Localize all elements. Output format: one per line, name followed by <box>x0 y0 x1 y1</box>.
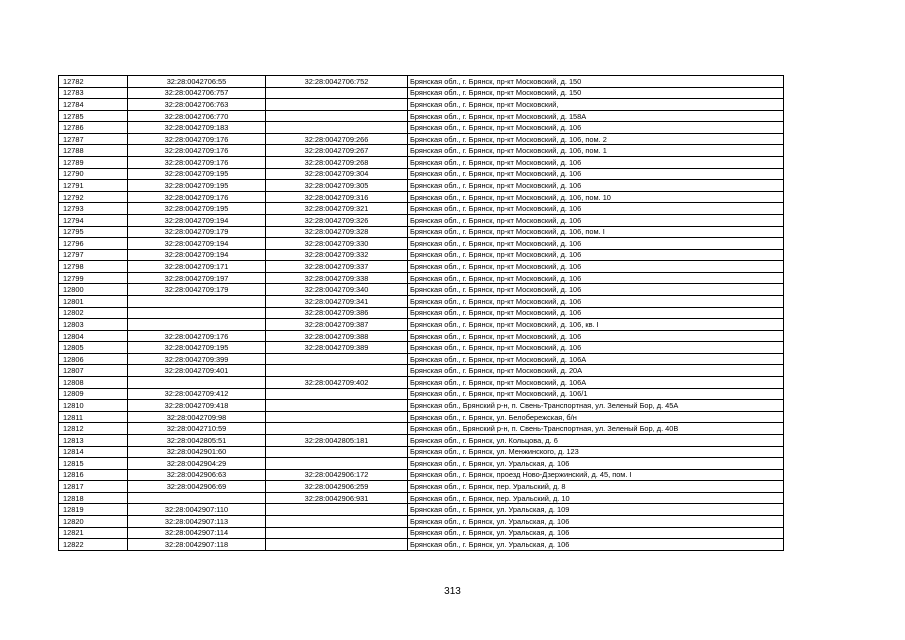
cadastral-number-cell: 32:28:0042907:118 <box>128 539 266 551</box>
table-row <box>59 249 784 261</box>
cadastral-number-cell <box>128 319 266 331</box>
cadastral-number-cell: 32:28:0042709:194 <box>128 238 266 250</box>
table-row <box>59 272 784 284</box>
row-number-cell: 12792 <box>59 191 128 203</box>
table-row <box>59 515 784 527</box>
row-number-cell: 12791 <box>59 180 128 192</box>
cadastral-number-cell: 32:28:0042805:51 <box>128 434 266 446</box>
cadastral-number-cell: 32:28:0042709:195 <box>128 342 266 354</box>
table-row <box>59 191 784 203</box>
table-row <box>59 423 784 435</box>
address-cell: Брянская обл., г. Брянск, пр-кт Московский, д. 150 <box>408 76 784 88</box>
object-cadastral-number-cell: 32:28:0042906:259 <box>266 481 408 493</box>
cadastral-number-cell: 32:28:0042706:763 <box>128 99 266 111</box>
cadastral-number-cell: 32:28:0042709:195 <box>128 203 266 215</box>
object-cadastral-number-cell <box>266 539 408 551</box>
object-cadastral-number-cell <box>266 388 408 400</box>
row-number-cell: 12790 <box>59 168 128 180</box>
row-number-cell: 12802 <box>59 307 128 319</box>
table-row <box>59 330 784 342</box>
table-row <box>59 180 784 192</box>
address-cell: Брянская обл., г. Брянск, пр-кт Московский, д. 106 <box>408 214 784 226</box>
table-row <box>59 99 784 111</box>
object-cadastral-number-cell: 32:28:0042709:326 <box>266 214 408 226</box>
table-row <box>59 168 784 180</box>
object-cadastral-number-cell <box>266 353 408 365</box>
table-row <box>59 261 784 273</box>
address-cell: Брянская обл., г. Брянск, пр-кт Московский, д. 106 <box>408 261 784 273</box>
address-cell: Брянская обл., г. Брянск, пр-кт Московский, д. 106/1 <box>408 388 784 400</box>
row-number-cell: 12783 <box>59 87 128 99</box>
object-cadastral-number-cell <box>266 99 408 111</box>
row-number-cell: 12795 <box>59 226 128 238</box>
table-row <box>59 214 784 226</box>
row-number-cell: 12789 <box>59 157 128 169</box>
table-row <box>59 319 784 331</box>
cadastral-number-cell: 32:28:0042904:29 <box>128 458 266 470</box>
object-cadastral-number-cell: 32:28:0042709:321 <box>266 203 408 215</box>
object-cadastral-number-cell: 32:28:0042906:172 <box>266 469 408 481</box>
cadastral-number-cell: 32:28:0042709:176 <box>128 145 266 157</box>
address-cell: Брянская обл., г. Брянск, пр-кт Московский, д. 106, пом. 2 <box>408 133 784 145</box>
row-number-cell: 12821 <box>59 527 128 539</box>
table-row <box>59 411 784 423</box>
address-cell: Брянская обл., г. Брянск, пр-кт Московский, д. 106 <box>408 295 784 307</box>
table-row <box>59 87 784 99</box>
table-row <box>59 388 784 400</box>
cadastral-number-cell <box>128 307 266 319</box>
address-cell: Брянская обл., г. Брянск, пер. Уральский, д. 10 <box>408 492 784 504</box>
table-row <box>59 157 784 169</box>
cadastral-number-cell: 32:28:0042906:63 <box>128 469 266 481</box>
cadastral-number-cell: 32:28:0042709:401 <box>128 365 266 377</box>
address-cell: Брянская обл., г. Брянск, ул. Белобережская, б/н <box>408 411 784 423</box>
cadastral-number-cell: 32:28:0042710:59 <box>128 423 266 435</box>
cadastral-number-cell: 32:28:0042709:176 <box>128 191 266 203</box>
row-number-cell: 12820 <box>59 515 128 527</box>
cadastral-number-cell: 32:28:0042709:194 <box>128 249 266 261</box>
table-row <box>59 133 784 145</box>
cadastral-number-cell: 32:28:0042901:60 <box>128 446 266 458</box>
row-number-cell: 12811 <box>59 411 128 423</box>
row-number-cell: 12796 <box>59 238 128 250</box>
row-number-cell: 12805 <box>59 342 128 354</box>
object-cadastral-number-cell <box>266 365 408 377</box>
table-row <box>59 458 784 470</box>
object-cadastral-number-cell: 32:28:0042709:267 <box>266 145 408 157</box>
row-number-cell: 12815 <box>59 458 128 470</box>
object-cadastral-number-cell: 32:28:0042706:752 <box>266 76 408 88</box>
object-cadastral-number-cell: 32:28:0042709:337 <box>266 261 408 273</box>
address-cell: Брянская обл., г. Брянск, пр-кт Московский, д. 106 <box>408 342 784 354</box>
row-number-cell: 12803 <box>59 319 128 331</box>
cadastral-number-cell: 32:28:0042709:176 <box>128 133 266 145</box>
row-number-cell: 12816 <box>59 469 128 481</box>
address-cell: Брянская обл., г. Брянск, пр-кт Московский, д. 106, пом. 1 <box>408 145 784 157</box>
row-number-cell: 12818 <box>59 492 128 504</box>
row-number-cell: 12787 <box>59 133 128 145</box>
row-number-cell: 12786 <box>59 122 128 134</box>
object-cadastral-number-cell: 32:28:0042709:305 <box>266 180 408 192</box>
table-row <box>59 238 784 250</box>
cadastral-number-cell: 32:28:0042709:98 <box>128 411 266 423</box>
table-row <box>59 353 784 365</box>
address-cell: Брянская обл., г. Брянск, ул. Уральская, д. 106 <box>408 458 784 470</box>
table-row <box>59 203 784 215</box>
table-row <box>59 284 784 296</box>
registry-table-body <box>59 76 784 551</box>
address-cell: Брянская обл., г. Брянск, пр-кт Московский, д. 106 <box>408 203 784 215</box>
row-number-cell: 12807 <box>59 365 128 377</box>
address-cell: Брянская обл., г. Брянск, пр-кт Московский, д. 106 <box>408 330 784 342</box>
cadastral-number-cell: 32:28:0042709:176 <box>128 330 266 342</box>
object-cadastral-number-cell: 32:28:0042709:387 <box>266 319 408 331</box>
object-cadastral-number-cell: 32:28:0042709:340 <box>266 284 408 296</box>
object-cadastral-number-cell <box>266 411 408 423</box>
cadastral-number-cell: 32:28:0042709:399 <box>128 353 266 365</box>
object-cadastral-number-cell: 32:28:0042709:268 <box>266 157 408 169</box>
row-number-cell: 12808 <box>59 377 128 389</box>
table-row <box>59 481 784 493</box>
row-number-cell: 12785 <box>59 110 128 122</box>
address-cell: Брянская обл., г. Брянск, пр-кт Московский, д. 106 <box>408 307 784 319</box>
row-number-cell: 12819 <box>59 504 128 516</box>
address-cell: Брянская обл., г. Брянск, ул. Уральская, д. 109 <box>408 504 784 516</box>
row-number-cell: 12822 <box>59 539 128 551</box>
address-cell: Брянская обл., г. Брянск, пр-кт Московский, д. 106 <box>408 157 784 169</box>
object-cadastral-number-cell: 32:28:0042709:389 <box>266 342 408 354</box>
address-cell: Брянская обл., г. Брянск, пр-кт Московский, д. 106, кв. I <box>408 319 784 331</box>
address-cell: Брянская обл., г. Брянск, проезд Ново-Дзержинский, д. 45, пом. I <box>408 469 784 481</box>
cadastral-number-cell: 32:28:0042706:770 <box>128 110 266 122</box>
object-cadastral-number-cell: 32:28:0042709:304 <box>266 168 408 180</box>
object-cadastral-number-cell <box>266 527 408 539</box>
object-cadastral-number-cell: 32:28:0042709:402 <box>266 377 408 389</box>
row-number-cell: 12788 <box>59 145 128 157</box>
row-number-cell: 12804 <box>59 330 128 342</box>
address-cell: Брянская обл., г. Брянск, пр-кт Московский, д. 106 <box>408 180 784 192</box>
row-number-cell: 12797 <box>59 249 128 261</box>
object-cadastral-number-cell: 32:28:0042709:330 <box>266 238 408 250</box>
row-number-cell: 12812 <box>59 423 128 435</box>
cadastral-number-cell: 32:28:0042709:197 <box>128 272 266 284</box>
row-number-cell: 12793 <box>59 203 128 215</box>
object-cadastral-number-cell <box>266 110 408 122</box>
cadastral-number-cell: 32:28:0042709:412 <box>128 388 266 400</box>
object-cadastral-number-cell <box>266 122 408 134</box>
object-cadastral-number-cell <box>266 400 408 412</box>
table-row <box>59 492 784 504</box>
table-row <box>59 527 784 539</box>
table-row <box>59 504 784 516</box>
object-cadastral-number-cell: 32:28:0042709:386 <box>266 307 408 319</box>
address-cell: Брянская обл., г. Брянск, пр-кт Московский, д. 106 <box>408 168 784 180</box>
object-cadastral-number-cell: 32:28:0042709:332 <box>266 249 408 261</box>
object-cadastral-number-cell: 32:28:0042709:338 <box>266 272 408 284</box>
object-cadastral-number-cell <box>266 504 408 516</box>
table-row <box>59 122 784 134</box>
address-cell: Брянская обл., г. Брянск, пр-кт Московский, <box>408 99 784 111</box>
address-cell: Брянская обл., г. Брянск, пр-кт Московский, д. 150 <box>408 87 784 99</box>
address-cell: Брянская обл., г. Брянск, пр-кт Московский, д. 106 <box>408 272 784 284</box>
address-cell: Брянская обл., г. Брянск, ул. Кольцова, д. 6 <box>408 434 784 446</box>
address-cell: Брянская обл., г. Брянск, ул. Уральская, д. 106 <box>408 527 784 539</box>
address-cell: Брянская обл., г. Брянск, пр-кт Московский, д. 106 <box>408 238 784 250</box>
address-cell: Брянская обл., г. Брянск, ул. Уральская, д. 106 <box>408 539 784 551</box>
cadastral-number-cell: 32:28:0042709:171 <box>128 261 266 273</box>
table-row <box>59 226 784 238</box>
object-cadastral-number-cell <box>266 446 408 458</box>
row-number-cell: 12809 <box>59 388 128 400</box>
row-number-cell: 12813 <box>59 434 128 446</box>
table-row <box>59 377 784 389</box>
address-cell: Брянская обл., г. Брянск, ул. Менжинского, д. 123 <box>408 446 784 458</box>
table-row <box>59 446 784 458</box>
row-number-cell: 12810 <box>59 400 128 412</box>
table-row <box>59 342 784 354</box>
object-cadastral-number-cell: 32:28:0042709:266 <box>266 133 408 145</box>
row-number-cell: 12784 <box>59 99 128 111</box>
cadastral-number-cell: 32:28:0042709:195 <box>128 168 266 180</box>
address-cell: Брянская обл., г. Брянск, пр-кт Московский, д. 106А <box>408 377 784 389</box>
cadastral-number-cell: 32:28:0042706:757 <box>128 87 266 99</box>
address-cell: Брянская обл., г. Брянск, ул. Уральская, д. 106 <box>408 515 784 527</box>
row-number-cell: 12799 <box>59 272 128 284</box>
table-row <box>59 400 784 412</box>
cadastral-number-cell <box>128 377 266 389</box>
table-row <box>59 365 784 377</box>
row-number-cell: 12800 <box>59 284 128 296</box>
table-row <box>59 539 784 551</box>
cadastral-number-cell: 32:28:0042709:179 <box>128 284 266 296</box>
object-cadastral-number-cell: 32:28:0042709:316 <box>266 191 408 203</box>
cadastral-number-cell: 32:28:0042709:179 <box>128 226 266 238</box>
object-cadastral-number-cell: 32:28:0042906:931 <box>266 492 408 504</box>
object-cadastral-number-cell <box>266 458 408 470</box>
row-number-cell: 12817 <box>59 481 128 493</box>
row-number-cell: 12801 <box>59 295 128 307</box>
address-cell: Брянская обл., г. Брянск, пер. Уральский, д. 8 <box>408 481 784 493</box>
address-cell: Брянская обл., г. Брянск, пр-кт Московский, д. 20А <box>408 365 784 377</box>
address-cell: Брянская обл., г. Брянск, пр-кт Московский, д. 106 <box>408 284 784 296</box>
cadastral-number-cell: 32:28:0042709:176 <box>128 157 266 169</box>
object-cadastral-number-cell: 32:28:0042709:341 <box>266 295 408 307</box>
cadastral-number-cell: 32:28:0042706:55 <box>128 76 266 88</box>
table-row <box>59 469 784 481</box>
object-cadastral-number-cell: 32:28:0042805:181 <box>266 434 408 446</box>
address-cell: Брянская обл., г. Брянск, пр-кт Московский, д. 158А <box>408 110 784 122</box>
cadastral-number-cell <box>128 295 266 307</box>
address-cell: Брянская обл., Брянский р-н, п. Свень-Транспортная, ул. Зеленый Бор, д. 40В <box>408 423 784 435</box>
cadastral-number-cell: 32:28:0042709:195 <box>128 180 266 192</box>
table-row <box>59 434 784 446</box>
address-cell: Брянская обл., г. Брянск, пр-кт Московский, д. 106 <box>408 249 784 261</box>
object-cadastral-number-cell: 32:28:0042709:328 <box>266 226 408 238</box>
row-number-cell: 12794 <box>59 214 128 226</box>
object-cadastral-number-cell: 32:28:0042709:388 <box>266 330 408 342</box>
address-cell: Брянская обл., г. Брянск, пр-кт Московский, д. 106А <box>408 353 784 365</box>
cadastral-number-cell: 32:28:0042906:69 <box>128 481 266 493</box>
registry-table <box>58 75 784 551</box>
cadastral-number-cell: 32:28:0042907:110 <box>128 504 266 516</box>
cadastral-number-cell: 32:28:0042709:194 <box>128 214 266 226</box>
row-number-cell: 12798 <box>59 261 128 273</box>
table-row <box>59 307 784 319</box>
cadastral-number-cell: 32:28:0042907:114 <box>128 527 266 539</box>
row-number-cell: 12782 <box>59 76 128 88</box>
object-cadastral-number-cell <box>266 423 408 435</box>
page-number: 313 <box>444 586 461 597</box>
cadastral-number-cell: 32:28:0042709:183 <box>128 122 266 134</box>
cadastral-number-cell: 32:28:0042709:418 <box>128 400 266 412</box>
table-row <box>59 145 784 157</box>
object-cadastral-number-cell <box>266 87 408 99</box>
table-row <box>59 76 784 88</box>
cadastral-number-cell <box>128 492 266 504</box>
row-number-cell: 12814 <box>59 446 128 458</box>
object-cadastral-number-cell <box>266 515 408 527</box>
cadastral-number-cell: 32:28:0042907:113 <box>128 515 266 527</box>
table-row <box>59 110 784 122</box>
table-row <box>59 295 784 307</box>
address-cell: Брянская обл., г. Брянск, пр-кт Московский, д. 106, пом. I <box>408 226 784 238</box>
address-cell: Брянская обл., г. Брянск, пр-кт Московский, д. 106 <box>408 122 784 134</box>
address-cell: Брянская обл., г. Брянск, пр-кт Московский, д. 106, пом. 10 <box>408 191 784 203</box>
address-cell: Брянская обл., Брянский р-н, п. Свень-Транспортная, ул. Зеленый Бор, д. 45А <box>408 400 784 412</box>
row-number-cell: 12806 <box>59 353 128 365</box>
